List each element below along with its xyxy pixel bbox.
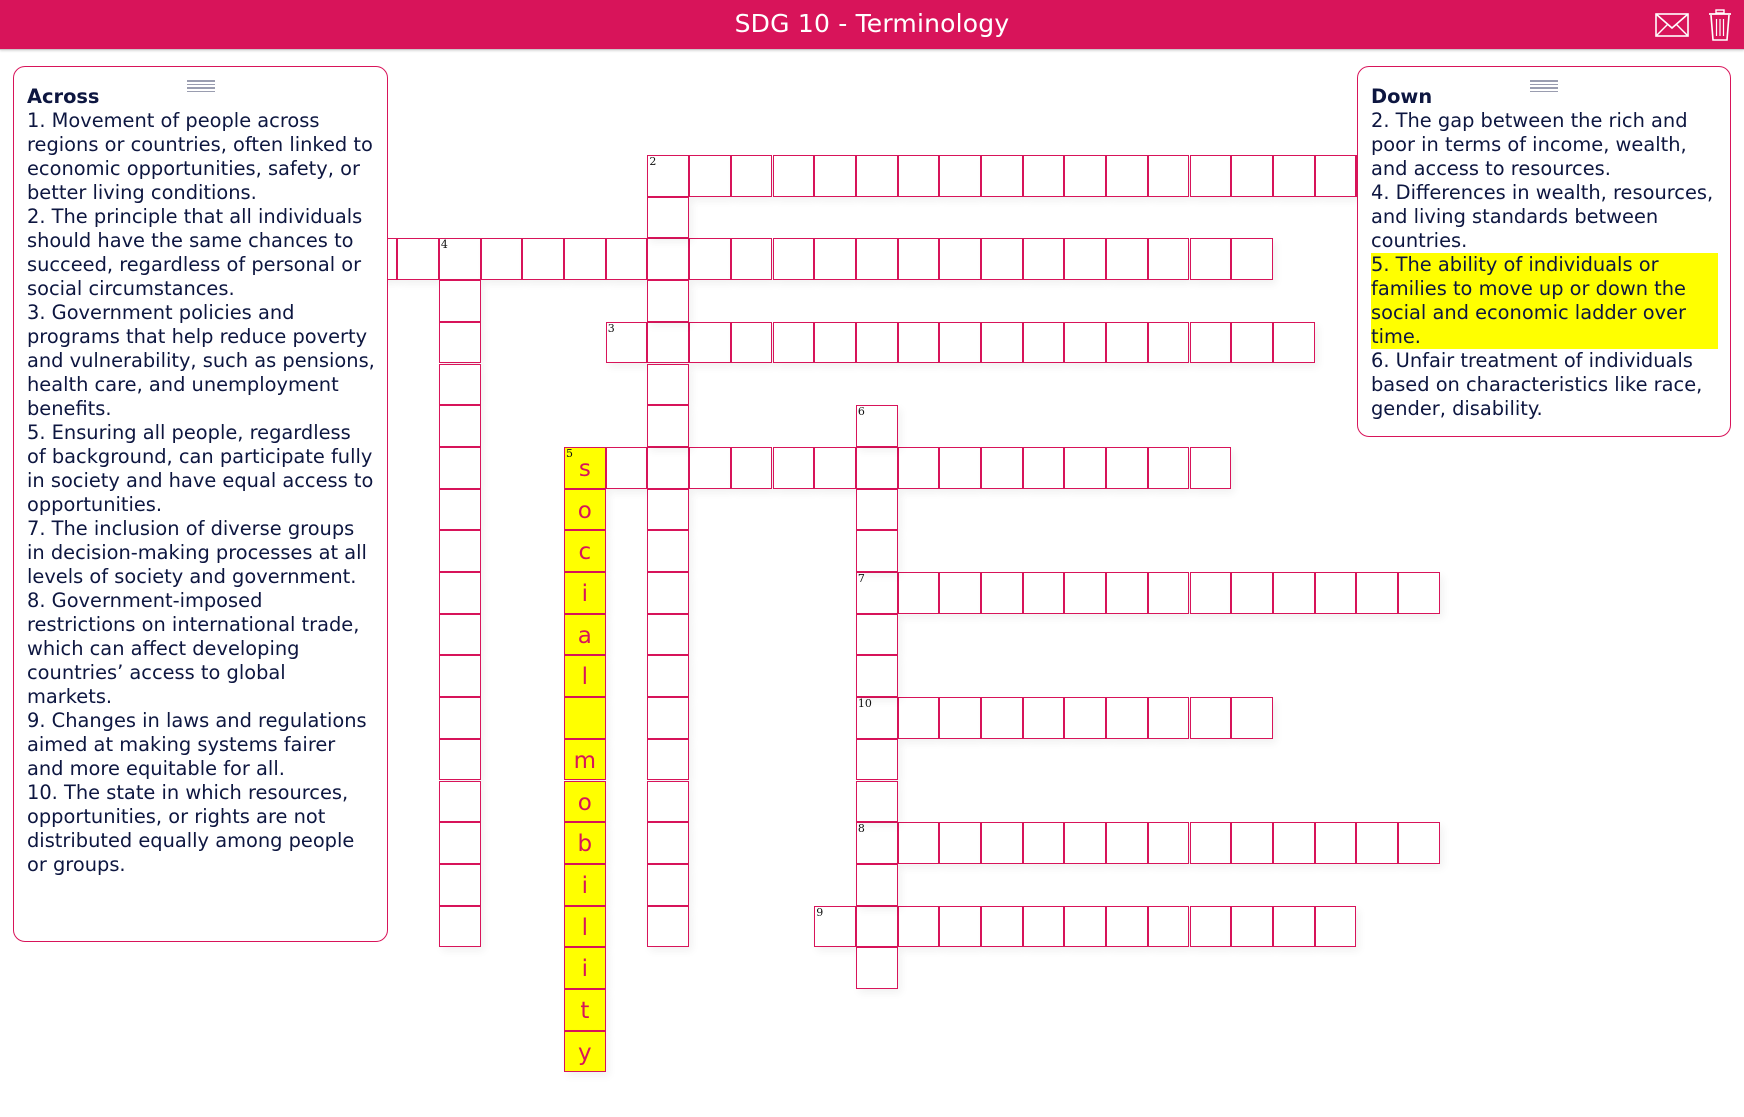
clue-across-2[interactable]: 2. The principle that all individuals should have the same chances to succeed, regardless of personal or social circumstances. xyxy=(27,205,363,300)
grid-cell[interactable] xyxy=(1356,572,1398,614)
grid-cell[interactable] xyxy=(731,322,773,364)
grid-cell[interactable] xyxy=(647,781,689,823)
grid-cell[interactable] xyxy=(1315,572,1357,614)
grid-cell[interactable] xyxy=(814,906,856,948)
grid-cell[interactable] xyxy=(898,155,940,197)
grid-cell[interactable] xyxy=(856,447,898,489)
grid-cell[interactable] xyxy=(898,906,940,948)
grid-cell[interactable] xyxy=(1064,906,1106,948)
grid-cell[interactable] xyxy=(981,238,1023,280)
grid-cell[interactable] xyxy=(1190,238,1232,280)
grid-cell[interactable] xyxy=(1231,822,1273,864)
cell-letter: l xyxy=(581,664,589,691)
grid-cell[interactable] xyxy=(981,322,1023,364)
grid-cell[interactable] xyxy=(1106,447,1148,489)
grid-cell[interactable] xyxy=(981,447,1023,489)
grid-cell[interactable] xyxy=(856,906,898,948)
grid-cell[interactable] xyxy=(1106,572,1148,614)
grid-cell[interactable] xyxy=(731,238,773,280)
grid-cell[interactable] xyxy=(564,697,606,739)
grid-cell[interactable] xyxy=(731,155,773,197)
grid-cell[interactable] xyxy=(564,655,606,697)
grid-cell[interactable] xyxy=(898,322,940,364)
grid-cell[interactable] xyxy=(1148,822,1190,864)
across-clues-panel xyxy=(13,66,388,942)
grid-cell[interactable] xyxy=(1190,155,1232,197)
grid-cell[interactable] xyxy=(564,739,606,781)
grid-cell[interactable] xyxy=(1398,572,1440,614)
grid-cell[interactable] xyxy=(564,572,606,614)
clue-across-8[interactable]: 8. Government-imposed restrictions on international trade, which can affect developing countries’ access to global markets. xyxy=(27,589,360,708)
grid-cell[interactable] xyxy=(1231,697,1273,739)
grid-cell[interactable] xyxy=(439,447,481,489)
grid-cell[interactable] xyxy=(564,1031,606,1073)
grid-cell[interactable] xyxy=(1064,155,1106,197)
grid-cell[interactable] xyxy=(439,739,481,781)
clue-number: 9 xyxy=(816,905,824,919)
grid-cell[interactable] xyxy=(939,447,981,489)
clue-number: 10 xyxy=(857,697,872,711)
grid-cell[interactable] xyxy=(564,489,606,531)
grid-cell[interactable] xyxy=(981,155,1023,197)
clue-across-1[interactable]: 1. Movement of people across regions or countries, often linked to economic opportunities, safety, or better living conditions. xyxy=(27,109,373,204)
drag-handle-icon[interactable] xyxy=(1530,80,1558,90)
grid-cell[interactable] xyxy=(564,614,606,656)
trash-icon xyxy=(1708,9,1732,41)
grid-cell[interactable] xyxy=(647,655,689,697)
grid-cell[interactable] xyxy=(856,614,898,656)
grid-cell[interactable] xyxy=(564,989,606,1031)
grid-cell[interactable] xyxy=(564,530,606,572)
grid-cell[interactable] xyxy=(439,489,481,531)
grid-cell[interactable] xyxy=(1023,572,1065,614)
grid-cell[interactable] xyxy=(689,155,731,197)
grid-cell[interactable] xyxy=(981,822,1023,864)
grid-cell[interactable] xyxy=(856,697,898,739)
grid-cell[interactable] xyxy=(898,447,940,489)
grid-cell[interactable] xyxy=(1023,447,1065,489)
grid-cell[interactable] xyxy=(1023,822,1065,864)
grid-cell[interactable] xyxy=(898,572,940,614)
clue-across-9[interactable]: 9. Changes in laws and regulations aimed at making systems fairer and more equitable for all. xyxy=(27,709,367,780)
clue-number: 4 xyxy=(440,238,448,252)
grid-cell[interactable] xyxy=(439,781,481,823)
grid-cell[interactable] xyxy=(1231,906,1273,948)
grid-cell[interactable] xyxy=(647,614,689,656)
grid-cell[interactable] xyxy=(439,322,481,364)
grid-cell[interactable] xyxy=(1190,697,1232,739)
grid-cell[interactable] xyxy=(856,947,898,989)
grid-cell[interactable] xyxy=(647,530,689,572)
email-button[interactable] xyxy=(1654,10,1690,40)
grid-cell[interactable] xyxy=(773,322,815,364)
clue-across-7[interactable]: 7. The inclusion of diverse groups in decision-making processes at all levels of society and government. xyxy=(27,517,367,588)
clue-number: 5 xyxy=(566,446,573,460)
grid-cell[interactable] xyxy=(606,238,648,280)
grid-cell[interactable] xyxy=(773,155,815,197)
grid-cell[interactable] xyxy=(647,697,689,739)
grid-cell[interactable] xyxy=(606,322,648,364)
grid-cell[interactable] xyxy=(898,238,940,280)
grid-cell[interactable] xyxy=(647,822,689,864)
grid-cell[interactable] xyxy=(1148,697,1190,739)
cell-letter: c xyxy=(578,539,592,566)
grid-cell[interactable] xyxy=(939,155,981,197)
grid-cell[interactable] xyxy=(856,864,898,906)
grid-cell[interactable] xyxy=(1106,322,1148,364)
grid-cell[interactable] xyxy=(856,155,898,197)
grid-cell[interactable] xyxy=(1106,238,1148,280)
grid-cell[interactable] xyxy=(439,238,481,280)
grid-cell[interactable] xyxy=(981,906,1023,948)
cell-letter: i xyxy=(581,581,589,607)
grid-cell[interactable] xyxy=(439,906,481,948)
clue-number: 7 xyxy=(857,572,865,585)
grid-cell[interactable] xyxy=(1315,155,1357,197)
grid-cell[interactable] xyxy=(1064,572,1106,614)
grid-cell[interactable] xyxy=(1106,697,1148,739)
grid-cell[interactable] xyxy=(1023,906,1065,948)
grid-cell[interactable] xyxy=(731,447,773,489)
grid-cell[interactable] xyxy=(856,322,898,364)
grid-cell[interactable] xyxy=(689,238,731,280)
grid-cell[interactable] xyxy=(1190,572,1232,614)
grid-cell[interactable] xyxy=(564,822,606,864)
grid-cell[interactable] xyxy=(856,405,898,447)
grid-cell[interactable] xyxy=(1023,697,1065,739)
clear-button[interactable] xyxy=(1703,10,1737,40)
grid-cell[interactable] xyxy=(856,530,898,572)
grid-cell[interactable] xyxy=(647,364,689,406)
cell-letter: b xyxy=(577,831,593,858)
grid-cell[interactable] xyxy=(856,822,898,864)
grid-cell[interactable] xyxy=(1148,238,1190,280)
grid-cell[interactable] xyxy=(647,405,689,447)
grid-cell[interactable] xyxy=(1064,238,1106,280)
grid-cell[interactable] xyxy=(1064,322,1106,364)
grid-cell[interactable] xyxy=(1023,238,1065,280)
grid-cell[interactable] xyxy=(1106,906,1148,948)
grid-cell[interactable] xyxy=(939,322,981,364)
grid-cell[interactable] xyxy=(1106,822,1148,864)
grid-cell[interactable] xyxy=(1273,822,1315,864)
down-heading: Down xyxy=(1371,85,1433,108)
grid-cell[interactable] xyxy=(773,238,815,280)
grid-cell[interactable] xyxy=(1148,906,1190,948)
grid-cell[interactable] xyxy=(689,322,731,364)
cell-letter: o xyxy=(577,789,592,816)
grid-cell[interactable] xyxy=(439,530,481,572)
clue-number: 8 xyxy=(857,822,865,836)
grid-cell[interactable] xyxy=(439,405,481,447)
grid-cell[interactable] xyxy=(1315,906,1357,948)
grid-cell[interactable] xyxy=(814,238,856,280)
across-heading: Across xyxy=(27,85,100,108)
grid-cell[interactable] xyxy=(1190,322,1232,364)
title-bar xyxy=(0,0,1744,50)
grid-cell[interactable] xyxy=(1315,822,1357,864)
grid-cell[interactable] xyxy=(647,322,689,364)
cell-letter: m xyxy=(573,747,597,774)
grid-cell[interactable] xyxy=(564,864,606,906)
grid-cell[interactable] xyxy=(647,447,689,489)
grid-cell[interactable] xyxy=(898,822,940,864)
grid-cell[interactable] xyxy=(939,238,981,280)
grid-cell[interactable] xyxy=(564,906,606,948)
grid-cell[interactable] xyxy=(647,489,689,531)
drag-handle-icon[interactable] xyxy=(187,80,215,90)
clue-number: 3 xyxy=(607,321,615,335)
grid-cell[interactable] xyxy=(1398,822,1440,864)
grid-cell[interactable] xyxy=(1190,822,1232,864)
grid-cell[interactable] xyxy=(647,197,689,239)
grid-cell[interactable] xyxy=(647,906,689,948)
grid-cell[interactable] xyxy=(981,697,1023,739)
grid-cell[interactable] xyxy=(939,572,981,614)
cell-letter: l xyxy=(581,914,589,941)
grid-cell[interactable] xyxy=(564,781,606,823)
grid-cell[interactable] xyxy=(522,238,564,280)
cell-letter: s xyxy=(578,455,591,482)
grid-cell[interactable] xyxy=(981,572,1023,614)
grid-cell[interactable] xyxy=(1231,572,1273,614)
grid-cell[interactable] xyxy=(1064,697,1106,739)
grid-cell[interactable] xyxy=(1148,447,1190,489)
cell-letter: o xyxy=(577,497,592,524)
grid-cell[interactable] xyxy=(1023,155,1065,197)
grid-cell[interactable] xyxy=(814,155,856,197)
grid-cell[interactable] xyxy=(689,447,731,489)
grid-cell[interactable] xyxy=(439,572,481,614)
grid-cell[interactable] xyxy=(1273,322,1315,364)
grid-cell[interactable] xyxy=(439,614,481,656)
mail-icon xyxy=(1655,13,1689,37)
cell-letter: t xyxy=(580,998,590,1024)
grid-cell[interactable] xyxy=(939,697,981,739)
grid-cell[interactable] xyxy=(1148,572,1190,614)
grid-cell[interactable] xyxy=(439,822,481,864)
grid-cell[interactable] xyxy=(397,238,439,280)
grid-cell[interactable] xyxy=(564,947,606,989)
grid-cell[interactable] xyxy=(1064,447,1106,489)
grid-cell[interactable] xyxy=(814,322,856,364)
grid-cell[interactable] xyxy=(856,739,898,781)
clue-down-5[interactable]: 5. The ability of individuals or families to move up or down the social and economic ladder over time. xyxy=(1371,253,1718,349)
grid-cell[interactable] xyxy=(1231,238,1273,280)
clue-number: 2 xyxy=(649,155,657,168)
clue-across-3[interactable]: 3. Government policies and programs that help reduce poverty and vulnerability, such as pensions, health care, and unemployment benefits. xyxy=(27,301,375,420)
cell-letter: i xyxy=(581,872,589,899)
grid-cell[interactable] xyxy=(856,238,898,280)
grid-cell[interactable] xyxy=(856,655,898,697)
grid-cell[interactable] xyxy=(439,697,481,739)
grid-cell[interactable] xyxy=(564,238,606,280)
grid-cell[interactable] xyxy=(439,280,481,322)
grid-cell[interactable] xyxy=(647,238,689,280)
grid-cell[interactable] xyxy=(814,447,856,489)
cell-letter: y xyxy=(578,1039,592,1066)
grid-cell[interactable] xyxy=(1023,322,1065,364)
grid-cell[interactable] xyxy=(606,447,648,489)
grid-cell[interactable] xyxy=(856,781,898,823)
grid-cell[interactable] xyxy=(939,906,981,948)
grid-cell[interactable] xyxy=(1148,322,1190,364)
grid-cell[interactable] xyxy=(647,864,689,906)
grid-cell[interactable] xyxy=(856,489,898,531)
clue-number: 6 xyxy=(857,405,865,419)
clue-across-5[interactable]: 5. Ensuring all people, regardless of background, can participate fully in society and have equal access to opportunities. xyxy=(27,421,374,516)
grid-cell[interactable] xyxy=(1356,822,1398,864)
grid-cell[interactable] xyxy=(439,364,481,406)
grid-cell[interactable] xyxy=(1231,322,1273,364)
clue-down-2[interactable]: 2. The gap between the rich and poor in terms of income, wealth, and access to resources. xyxy=(1371,109,1688,180)
grid-cell[interactable] xyxy=(773,447,815,489)
grid-cell[interactable] xyxy=(1273,572,1315,614)
grid-cell[interactable] xyxy=(647,739,689,781)
grid-cell[interactable] xyxy=(1148,155,1190,197)
page-title: SDG 10 - Terminology xyxy=(734,9,1010,38)
grid-cell[interactable] xyxy=(1064,822,1106,864)
grid-cell[interactable] xyxy=(439,864,481,906)
grid-cell[interactable] xyxy=(939,822,981,864)
grid-cell[interactable] xyxy=(564,447,606,489)
grid-cell[interactable] xyxy=(647,280,689,322)
grid-cell[interactable] xyxy=(647,155,689,197)
grid-cell[interactable] xyxy=(856,572,898,614)
grid-cell[interactable] xyxy=(481,238,523,280)
grid-cell[interactable] xyxy=(1273,155,1315,197)
grid-cell[interactable] xyxy=(647,572,689,614)
clue-down-4[interactable]: 4. Differences in wealth, resources, and living standards between countries. xyxy=(1371,181,1714,252)
grid-cell[interactable] xyxy=(439,655,481,697)
cell-letter: i xyxy=(581,956,589,983)
grid-cell[interactable] xyxy=(1231,155,1273,197)
grid-cell[interactable] xyxy=(1106,155,1148,197)
grid-cell[interactable] xyxy=(1190,906,1232,948)
down-clues-panel xyxy=(1357,66,1731,437)
grid-cell[interactable] xyxy=(898,697,940,739)
cell-letter: a xyxy=(577,622,592,649)
clue-down-6[interactable]: 6. Unfair treatment of individuals based on characteristics like race, gender, disability. xyxy=(1371,349,1703,420)
clue-across-10[interactable]: 10. The state in which resources, opportunities, or rights are not distributed equally among people or groups. xyxy=(27,781,355,876)
grid-cell[interactable] xyxy=(1190,447,1232,489)
grid-cell[interactable] xyxy=(1273,906,1315,948)
